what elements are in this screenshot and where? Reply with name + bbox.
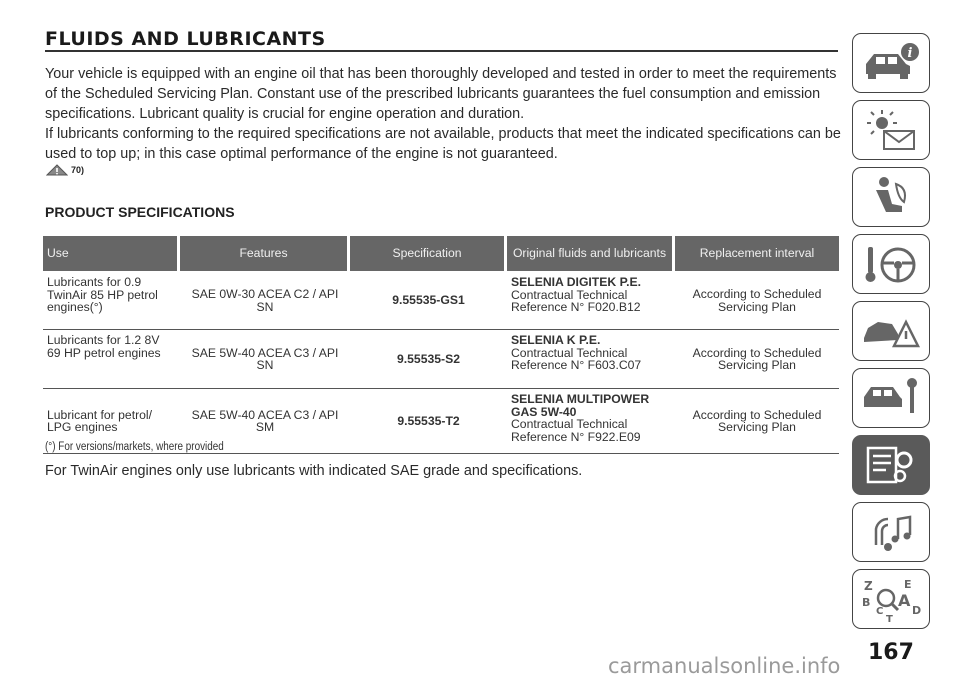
- steering-wheel-key-icon: [858, 241, 924, 287]
- svg-text:A: A: [898, 591, 911, 610]
- car-maintenance-icon: [858, 375, 924, 421]
- intro-paragraph-1: Your vehicle is equipped with an engine oil that has been thoroughly developed and tested in order to meet the requirements of the Scheduled Servicing Plan. Constant use of the prescribed lubricants guarantees the fuel consumption and emission specifications. Lubricant quality is crucial for engine operation and duration.: [45, 66, 837, 122]
- chapter-tab-multimedia[interactable]: [852, 502, 930, 562]
- closing-text: For TwinAir engines only use lubricants with indicated SAE grade and specifications.: [45, 463, 583, 479]
- header-specification: Specification: [350, 236, 507, 271]
- cell-features: SAE 5W-40 ACEA C3 / API SM: [180, 389, 350, 454]
- alphabetical-index-icon: [858, 576, 924, 622]
- chapter-tab-maintenance[interactable]: [852, 368, 930, 428]
- product-reference: Contractual Technical Reference N° F922.E09: [511, 417, 641, 444]
- svg-text:E: E: [904, 578, 912, 591]
- cell-original: [507, 330, 675, 389]
- page-title: FLUIDS AND LUBRICANTS: [45, 28, 326, 50]
- product-name: SELENIA DIGITEK P.E.: [511, 275, 642, 289]
- product-name: SELENIA K P.E.: [511, 333, 601, 347]
- table-header-row: [43, 236, 839, 271]
- cell-specification: 9.55535-S2: [350, 330, 507, 389]
- technical-data-icon: [858, 442, 924, 488]
- accident-warning-icon: [858, 308, 924, 354]
- chapter-tab-emergency[interactable]: [852, 301, 930, 361]
- multimedia-icon: [858, 509, 924, 555]
- product-reference: Contractual Technical Reference N° F603.C07: [511, 345, 642, 372]
- warning-triangle-icon: [46, 163, 68, 176]
- cell-use: Lubricants for 0.9 TwinAir 85 HP petrol engines(°): [43, 271, 180, 330]
- header-replacement-interval: Replacement interval: [675, 236, 839, 271]
- intro-paragraph-2: If lubricants conforming to the required specifications are not available, products that meet the indicated specifications can be used to top up; in this case optimal performance of the engine is not guaranteed.: [45, 126, 841, 162]
- chapter-tab-safety[interactable]: [852, 167, 930, 227]
- chapter-tab-car-info[interactable]: [852, 33, 930, 93]
- header-original-fluids: Original fluids and lubricants: [507, 236, 675, 271]
- chapter-tab-index[interactable]: [852, 569, 930, 629]
- svg-text:Z: Z: [864, 579, 873, 593]
- cell-features: SAE 5W-40 ACEA C3 / API SN: [180, 330, 350, 389]
- warning-reference[interactable]: [46, 163, 84, 176]
- cell-interval: According to Scheduled Servicing Plan: [675, 389, 839, 454]
- svg-text:T: T: [886, 614, 893, 622]
- svg-text:D: D: [912, 604, 922, 617]
- chapter-tab-technical-data[interactable]: [852, 435, 930, 495]
- cell-use: Lubricants for 1.2 8V 69 HP petrol engines: [43, 330, 180, 389]
- chapter-tab-warning-lights[interactable]: [852, 100, 930, 160]
- cell-interval: According to Scheduled Servicing Plan: [675, 271, 839, 330]
- product-specifications-table: [43, 236, 839, 454]
- cell-specification: 9.55535-T2: [350, 389, 507, 454]
- seat-airbag-icon: [858, 174, 924, 220]
- section-heading: PRODUCT SPECIFICATIONS: [45, 204, 235, 220]
- svg-text:C: C: [876, 606, 884, 617]
- svg-text:B: B: [862, 596, 871, 609]
- title-divider: [45, 50, 838, 52]
- footnote: (°) For versions/markets, where provided: [45, 441, 224, 453]
- watermark: carmanualsonline.info: [608, 654, 841, 678]
- table-row: [43, 330, 839, 389]
- cell-original: [507, 271, 675, 330]
- cell-specification: 9.55535-GS1: [350, 271, 507, 330]
- page-number: 167: [868, 640, 914, 665]
- car-info-icon: [858, 40, 924, 86]
- header-use: Use: [43, 236, 180, 271]
- product-name: SELENIA MULTIPOWER GAS 5W-40: [511, 392, 650, 419]
- warning-ref-number: 70): [71, 164, 85, 175]
- product-reference: Contractual Technical Reference N° F020.B12: [511, 287, 641, 314]
- table-row: [43, 271, 839, 330]
- svg-text:i: i: [907, 46, 913, 61]
- warning-light-message-icon: [858, 107, 924, 153]
- chapter-tab-starting-driving[interactable]: [852, 234, 930, 294]
- cell-features: SAE 0W-30 ACEA C2 / API SN: [180, 271, 350, 330]
- cell-use: Lubricant for petrol/ LPG engines: [43, 389, 180, 454]
- intro-text: [45, 64, 845, 164]
- header-features: Features: [180, 236, 350, 271]
- cell-original: [507, 389, 675, 454]
- cell-interval: According to Scheduled Servicing Plan: [675, 330, 839, 389]
